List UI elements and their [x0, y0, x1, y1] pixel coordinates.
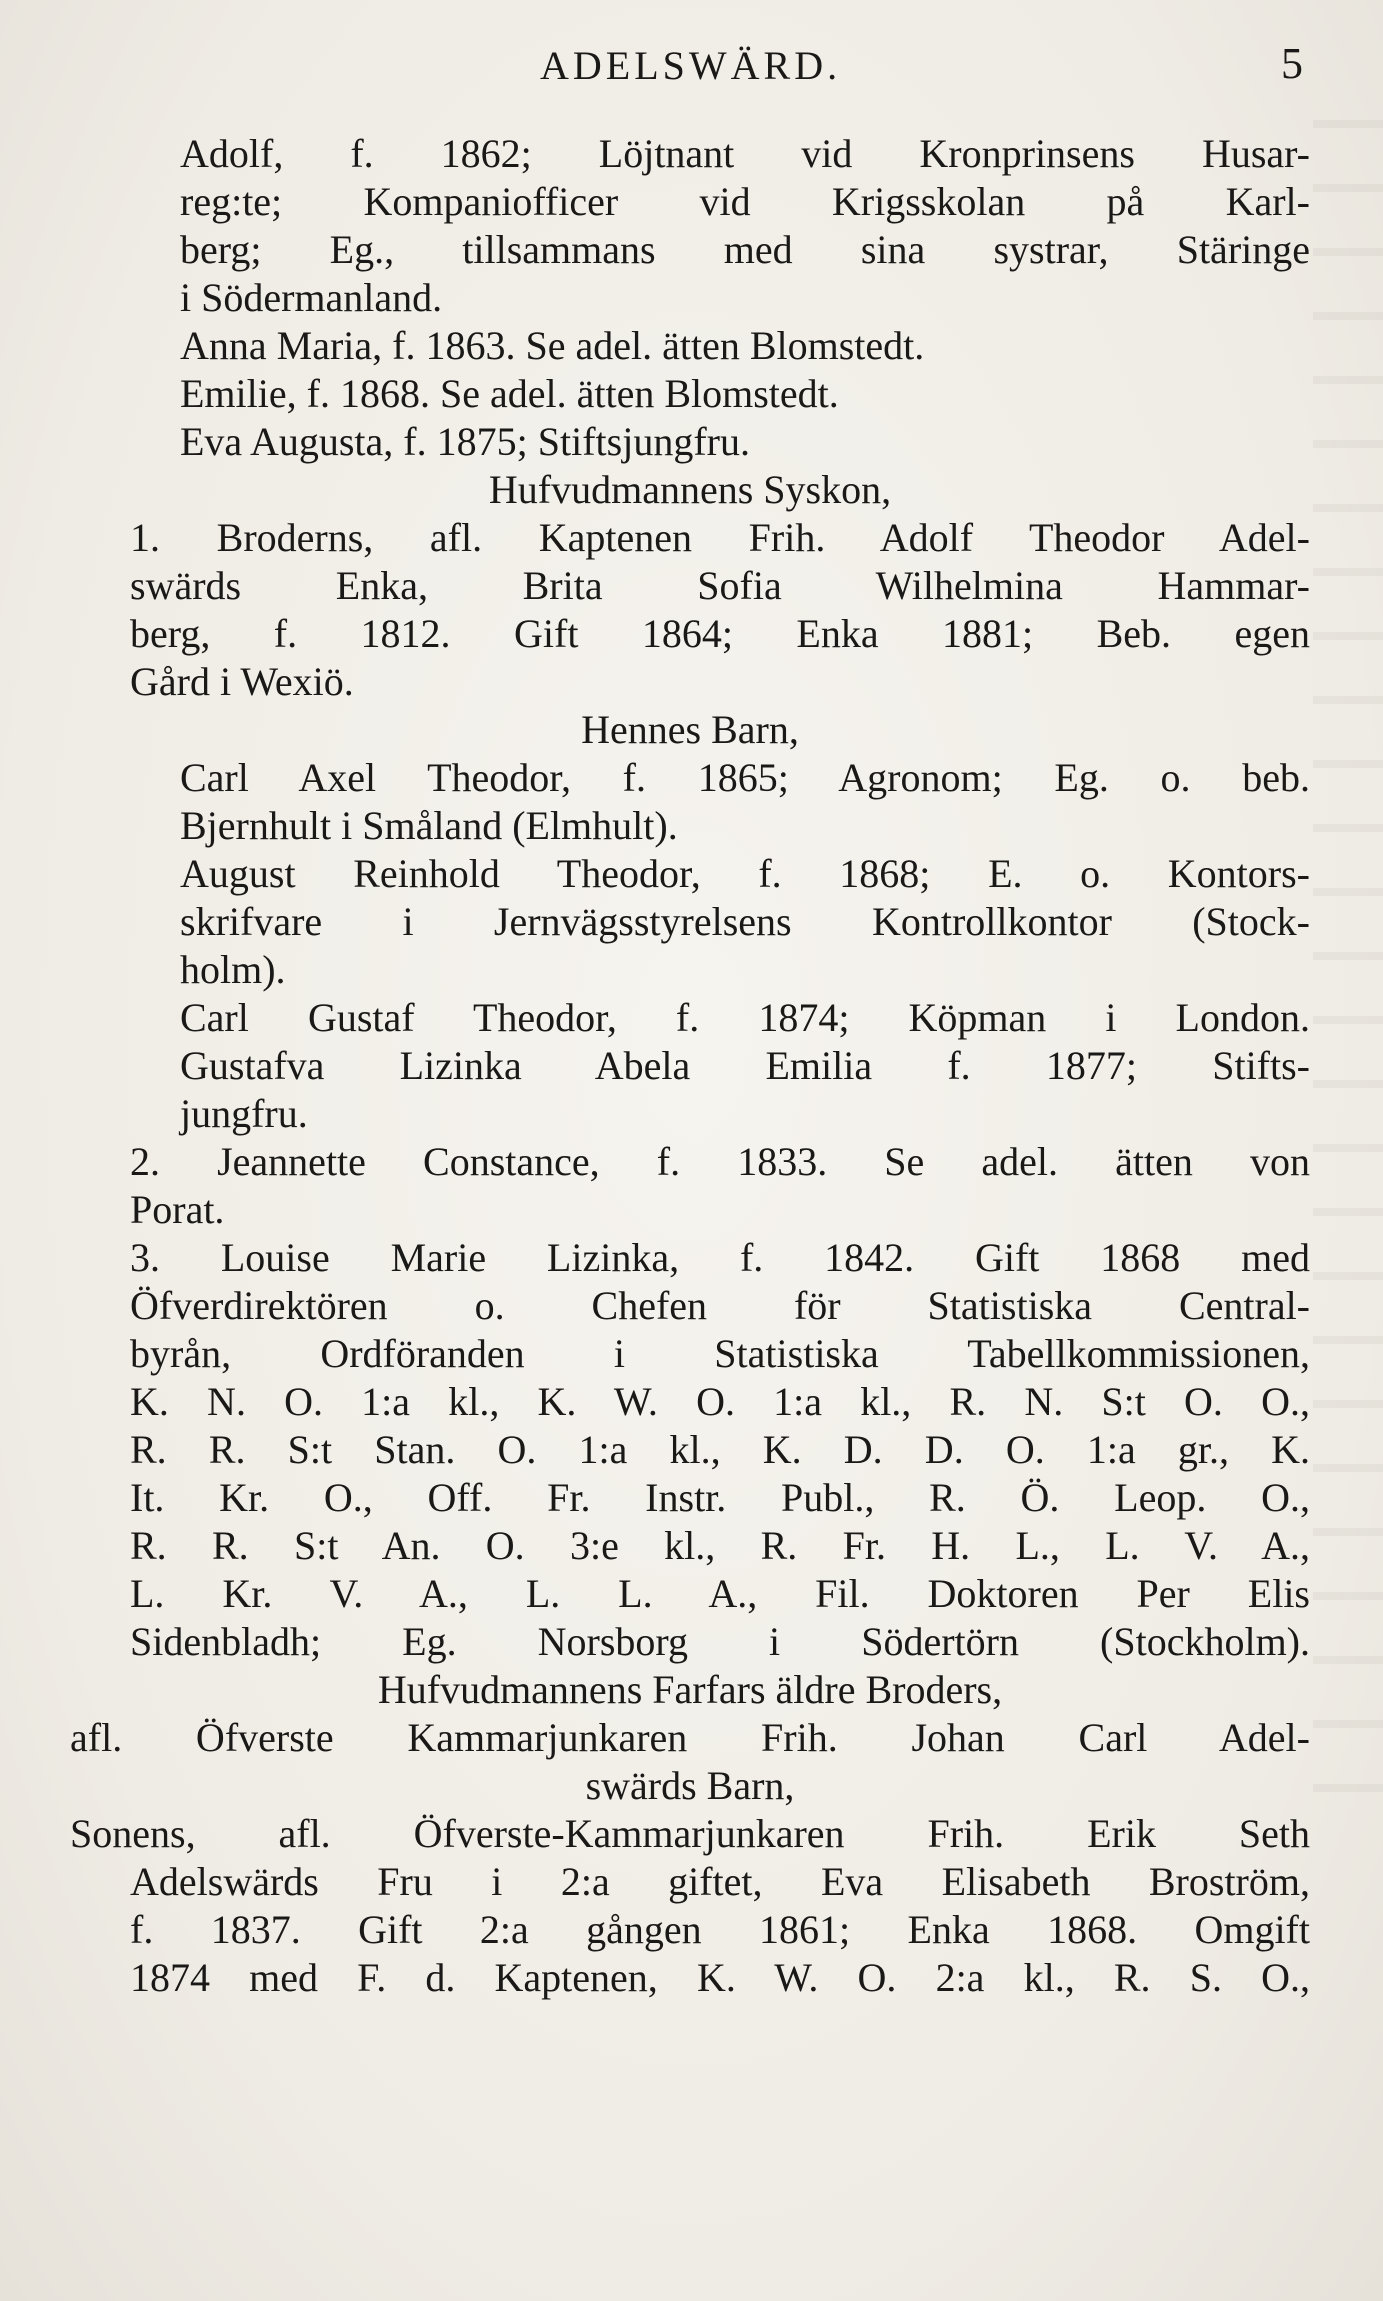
- text-line: 3. Louise Marie Lizinka, f. 1842. Gift 1868 med: [130, 1235, 1310, 1280]
- section-heading: Hennes Barn,: [581, 707, 799, 752]
- text-line: Carl Axel Theodor, f. 1865; Agronom; Eg. o. beb.: [180, 755, 1310, 800]
- section-heading: swärds Barn,: [585, 1763, 795, 1808]
- text-line: Sonens, afl. Öfverste-Kammarjunkaren Frih. Erik Seth: [70, 1811, 1310, 1856]
- text-line: 1. Broderns, afl. Kaptenen Frih. Adolf Theodor Adel-: [130, 515, 1310, 560]
- text-line: berg, f. 1812. Gift 1864; Enka 1881; Beb. egen: [130, 611, 1310, 656]
- page-number: 5: [1281, 39, 1303, 88]
- text-line: It. Kr. O., Off. Fr. Instr. Publ., R. Ö. Leop. O.,: [130, 1475, 1310, 1520]
- text-line: jungfru.: [180, 1091, 308, 1136]
- genealogy-text: [70, 130, 1310, 2002]
- text-line: Porat.: [130, 1187, 225, 1232]
- text-line: K. N. O. 1:a kl., K. W. O. 1:a kl., R. N. S:t O. O.,: [130, 1379, 1310, 1424]
- text-line: 2. Jeannette Constance, f. 1833. Se adel. ätten von: [130, 1139, 1310, 1184]
- text-line: reg:te; Kompaniofficer vid Krigsskolan på Karl-: [180, 179, 1310, 224]
- text-line: byrån, Ordföranden i Statistiska Tabellkommissionen,: [130, 1331, 1310, 1376]
- running-head: ADELSWÄRD.: [540, 43, 842, 88]
- text-line: f. 1837. Gift 2:a gången 1861; Enka 1868. Omgift: [130, 1907, 1310, 1952]
- text-line: Öfverdirektören o. Chefen för Statistiska Central-: [130, 1283, 1310, 1328]
- text-line: afl. Öfverste Kammarjunkaren Frih. Johan Carl Adel-: [70, 1715, 1310, 1760]
- show-through-shadow: [1313, 120, 1383, 1820]
- text-line: Bjernhult i Småland (Elmhult).: [180, 803, 678, 848]
- text-line: i Södermanland.: [180, 275, 443, 320]
- text-line: L. Kr. V. A., L. L. A., Fil. Doktoren Per Elis: [130, 1571, 1310, 1616]
- text-line: 1874 med F. d. Kaptenen, K. W. O. 2:a kl., R. S. O.,: [130, 1955, 1310, 2000]
- text-line: Sidenbladh; Eg. Norsborg i Södertörn (Stockholm).: [130, 1619, 1310, 1664]
- text-line: holm).: [180, 947, 286, 992]
- page-header: [0, 34, 1383, 94]
- text-line: Carl Gustaf Theodor, f. 1874; Köpman i London.: [180, 995, 1310, 1040]
- text-line: R. R. S:t Stan. O. 1:a kl., K. D. D. O. 1:a gr., K.: [130, 1427, 1310, 1472]
- text-line: swärds Enka, Brita Sofia Wilhelmina Hammar-: [130, 563, 1310, 608]
- text-line: Eva Augusta, f. 1875; Stiftsjungfru.: [180, 419, 750, 464]
- text-line: R. R. S:t An. O. 3:e kl., R. Fr. H. L., L. V. A.,: [130, 1523, 1310, 1568]
- text-line: Gård i Wexiö.: [130, 659, 354, 704]
- text-line: Emilie, f. 1868. Se adel. ätten Blomstedt.: [180, 371, 839, 416]
- text-line: Adelswärds Fru i 2:a giftet, Eva Elisabeth Broström,: [130, 1859, 1310, 1904]
- section-heading: Hufvudmannens Farfars äldre Broders,: [377, 1667, 1003, 1712]
- text-line: Adolf, f. 1862; Löjtnant vid Kronprinsens Husar-: [180, 131, 1310, 176]
- section-heading: Hufvudmannens Syskon,: [488, 467, 892, 512]
- text-line: skrifvare i Jernvägsstyrelsens Kontrollkontor (Stock-: [180, 899, 1310, 944]
- text-line: Anna Maria, f. 1863. Se adel. ätten Blomstedt.: [180, 323, 925, 368]
- text-line: August Reinhold Theodor, f. 1868; E. o. Kontors-: [180, 851, 1310, 896]
- text-line: berg; Eg., tillsammans med sina systrar, Stäringe: [180, 227, 1310, 272]
- text-line: Gustafva Lizinka Abela Emilia f. 1877; Stifts-: [180, 1043, 1310, 1088]
